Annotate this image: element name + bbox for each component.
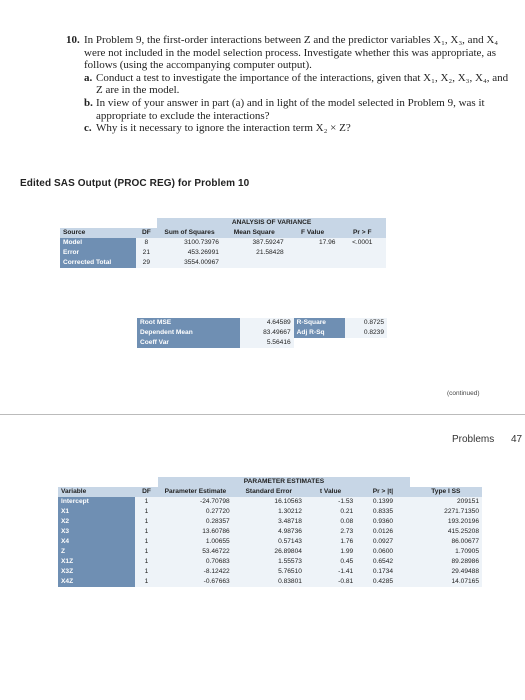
- params-cell: 89.28986: [410, 557, 482, 567]
- table-row: [58, 507, 482, 517]
- params-cell: -0.81: [305, 577, 356, 587]
- params-cell: 1: [135, 567, 158, 577]
- anova-header-f: F Value: [301, 229, 325, 236]
- params-cell: 5.76510: [233, 567, 305, 577]
- params-variable-label: X4: [58, 537, 135, 547]
- params-variable-label: X1: [58, 507, 135, 517]
- params-cell: 16.10563: [233, 497, 305, 507]
- params-cell: 1.00655: [158, 537, 233, 547]
- params-cell: 0.21: [305, 507, 356, 517]
- params-cell: 0.4285: [356, 577, 410, 587]
- params-title: PARAMETER ESTIMATES: [158, 477, 410, 487]
- params-header-estimate: Parameter Estimate: [164, 488, 227, 495]
- anova-cell: [338, 258, 386, 268]
- params-header-stderr: Standard Error: [245, 488, 293, 495]
- params-header-variable: Variable: [61, 488, 87, 495]
- params-header-p: Pr > |t|: [372, 488, 394, 495]
- continued-note: (continued): [447, 390, 480, 397]
- item-text: Conduct a test to investigate the importance of the interactions, given that X₁, X₂, X₃, X₄, and Z are in the model.: [96, 71, 509, 97]
- problem-number: 10.: [66, 34, 80, 46]
- anova-cell: [287, 258, 339, 268]
- params-cell: 1.76: [305, 537, 356, 547]
- params-cell: 0.0927: [356, 537, 410, 547]
- anova-cell: [287, 248, 339, 258]
- anova-cell: 453.26991: [157, 248, 222, 258]
- table-row: [58, 547, 482, 557]
- params-cell: -1.41: [305, 567, 356, 577]
- params-cell: 0.70683: [158, 557, 233, 567]
- params-cell: 2.73: [305, 527, 356, 537]
- anova-source-total: Corrected Total: [60, 258, 136, 268]
- params-body: [58, 497, 482, 587]
- problem-item-a: [66, 72, 511, 97]
- params-cell: 3.48718: [233, 517, 305, 527]
- params-variable-label: Z: [58, 547, 135, 557]
- anova-header-p: Pr > F: [352, 229, 372, 236]
- params-cell: 1: [135, 517, 158, 527]
- section-title: Edited SAS Output (PROC REG) for Problem 10: [20, 178, 250, 189]
- table-row: [58, 537, 482, 547]
- item-label: b.: [84, 96, 93, 109]
- table-row: [58, 517, 482, 527]
- running-head: Problems: [452, 434, 495, 445]
- anova-cell: [338, 248, 386, 258]
- params-variable-label: X1Z: [58, 557, 135, 567]
- params-cell: 193.20196: [410, 517, 482, 527]
- anova-header-ss: Sum of Squares: [164, 229, 215, 236]
- params-cell: -8.12422: [158, 567, 233, 577]
- params-header-type1ss: Type I SS: [431, 488, 461, 495]
- fit-label-coeff-var: Coeff Var: [137, 338, 240, 348]
- params-cell: 209151: [410, 497, 482, 507]
- params-cell: 2271.71350: [410, 507, 482, 517]
- params-header-df: DF: [142, 488, 151, 495]
- params-variable-label: X3Z: [58, 567, 135, 577]
- params-cell: 1: [135, 547, 158, 557]
- anova-cell: 8: [136, 238, 158, 248]
- params-cell: 13.60786: [158, 527, 233, 537]
- fit-value: 5.56416: [240, 338, 294, 348]
- table-row: [58, 567, 482, 577]
- params-cell: 0.8335: [356, 507, 410, 517]
- table-row: [58, 557, 482, 567]
- table-row: [58, 577, 482, 587]
- anova-header-df: DF: [141, 229, 151, 236]
- fit-value: 0.8239: [345, 328, 387, 338]
- problem-intro-text: In Problem 9, the first-order interactions between Z and the predictor variables X₁, X₃, and X₄ were not included in the model selection process. Investigate whether this was appropriate, as follows (using the accompanying computer output).: [84, 34, 499, 72]
- anova-cell: 21: [136, 248, 158, 258]
- params-cell: 1: [135, 537, 158, 547]
- params-cell: 26.89804: [233, 547, 305, 557]
- item-label: c.: [84, 122, 92, 135]
- params-cell: 0.1734: [356, 567, 410, 577]
- params-cell: 415.25208: [410, 527, 482, 537]
- params-cell: 0.1399: [356, 497, 410, 507]
- anova-header-source: Source: [63, 229, 86, 236]
- problem-text: [66, 34, 511, 135]
- params-cell: 0.28357: [158, 517, 233, 527]
- params-cell: 1.55573: [233, 557, 305, 567]
- params-cell: 1.70905: [410, 547, 482, 557]
- anova-cell: 3100.73976: [157, 238, 222, 248]
- anova-cell: 17.96: [287, 238, 339, 248]
- params-cell: -24.70798: [158, 497, 233, 507]
- params-cell: 1: [135, 577, 158, 587]
- params-cell: 1: [135, 527, 158, 537]
- params-cell: -0.67663: [158, 577, 233, 587]
- item-text: In view of your answer in part (a) and in light of the model selected in Problem 9, was it appropriate to exclude the interactions?: [96, 96, 485, 122]
- params-cell: 53.46722: [158, 547, 233, 557]
- fit-value: 4.64589: [240, 318, 294, 328]
- fit-value: 83.49667: [240, 328, 294, 338]
- fit-table: [137, 318, 387, 348]
- params-variable-label: Intercept: [58, 497, 135, 507]
- table-row: [58, 497, 482, 507]
- params-cell: 14.07165: [410, 577, 482, 587]
- params-cell: 0.0126: [356, 527, 410, 537]
- params-cell: 0.45: [305, 557, 356, 567]
- params-cell: 1: [135, 557, 158, 567]
- params-header-t: t Value: [319, 488, 342, 495]
- anova-source-model: Model: [60, 238, 136, 248]
- params-cell: 1: [135, 497, 158, 507]
- page-number: 47: [511, 434, 523, 445]
- problem-item-c: [66, 122, 511, 135]
- anova-cell: 29: [136, 258, 158, 268]
- params-cell: 86.00677: [410, 537, 482, 547]
- problem-intro: [66, 34, 511, 72]
- params-cell: 0.6542: [356, 557, 410, 567]
- params-cell: 0.27720: [158, 507, 233, 517]
- problem-item-b: [66, 97, 511, 122]
- fit-label-rsquare: R-Square: [294, 318, 346, 328]
- fit-label-root-mse: Root MSE: [137, 318, 240, 328]
- params-cell: -1.53: [305, 497, 356, 507]
- anova-cell: [222, 258, 287, 268]
- params-cell: 0.57143: [233, 537, 305, 547]
- params-cell: 29.49488: [410, 567, 482, 577]
- params-cell: 0.0600: [356, 547, 410, 557]
- anova-cell: <.0001: [338, 238, 386, 248]
- params-cell: 0.08: [305, 517, 356, 527]
- fit-value: 0.8725: [345, 318, 387, 328]
- anova-cell: 387.59247: [222, 238, 287, 248]
- params-variable-label: X3: [58, 527, 135, 537]
- params-cell: 1.30212: [233, 507, 305, 517]
- params-variable-label: X4Z: [58, 577, 135, 587]
- fit-label-dep-mean: Dependent Mean: [137, 328, 240, 338]
- parameter-estimates-table: [58, 477, 482, 587]
- anova-cell: 3554.00967: [157, 258, 222, 268]
- params-cell: 0.9360: [356, 517, 410, 527]
- anova-header-ms: Mean Square: [233, 229, 275, 236]
- anova-cell: 21.58428: [222, 248, 287, 258]
- params-variable-label: X2: [58, 517, 135, 527]
- item-text: Why is it necessary to ignore the interaction term X₂ × Z?: [96, 122, 351, 135]
- anova-source-error: Error: [60, 248, 136, 258]
- page-divider: [0, 414, 525, 415]
- params-cell: 4.98736: [233, 527, 305, 537]
- fit-label-adj-rsq: Adj R-Sq: [294, 328, 346, 338]
- params-cell: 1.99: [305, 547, 356, 557]
- anova-title: ANALYSIS OF VARIANCE: [157, 218, 386, 228]
- anova-table: [60, 218, 386, 268]
- params-cell: 0.83801: [233, 577, 305, 587]
- table-row: [58, 527, 482, 537]
- item-label: a.: [84, 71, 93, 84]
- params-cell: 1: [135, 507, 158, 517]
